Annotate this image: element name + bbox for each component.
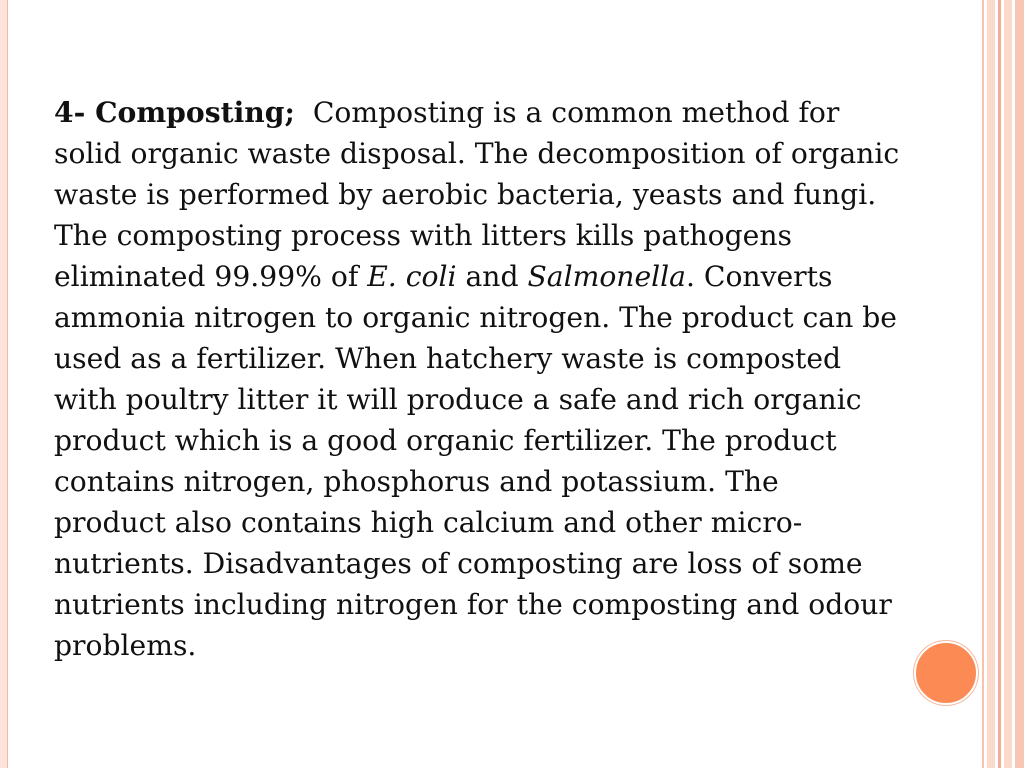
text-line: problems. [54, 629, 197, 662]
text-line: ammonia nitrogen to organic nitrogen. The product can be [54, 301, 897, 334]
text-line: The composting process with litters kills pathogens [54, 219, 792, 252]
text-line: product which is a good organic fertilizer. The product [54, 424, 837, 457]
text-line: contains nitrogen, phosphorus and potassium. The [54, 465, 779, 498]
organism-name-salmonella: Salmonella [527, 260, 686, 293]
text-line: nutrients including nitrogen for the composting and odour [54, 588, 892, 621]
text-line: product also contains high calcium and other micro- [54, 506, 803, 539]
text-line: solid organic waste disposal. The decomposition of organic [54, 137, 900, 170]
section-heading: 4- Composting; [54, 96, 295, 129]
text-line: used as a fertilizer. When hatchery waste is composted [54, 342, 842, 375]
text-line: eliminated 99.99% of E. coli and Salmonella. Converts [54, 260, 833, 293]
text-line: nutrients. Disadvantages of composting are loss of some [54, 547, 863, 580]
stripe [998, 0, 1001, 768]
right-stripe-decoration [982, 0, 1024, 768]
organism-name-ecoli: E. coli [367, 260, 457, 293]
stripe [987, 0, 995, 768]
slide-body-text [54, 92, 984, 666]
text-line: 4- Composting; Composting is a common method for [54, 96, 840, 129]
left-border-decoration [0, 0, 8, 768]
text-line: with poultry litter it will produce a safe and rich organic [54, 383, 862, 416]
stripe [1004, 0, 1012, 768]
stripe [1015, 0, 1024, 768]
text-line: waste is performed by aerobic bacteria, yeasts and fungi. [54, 178, 877, 211]
